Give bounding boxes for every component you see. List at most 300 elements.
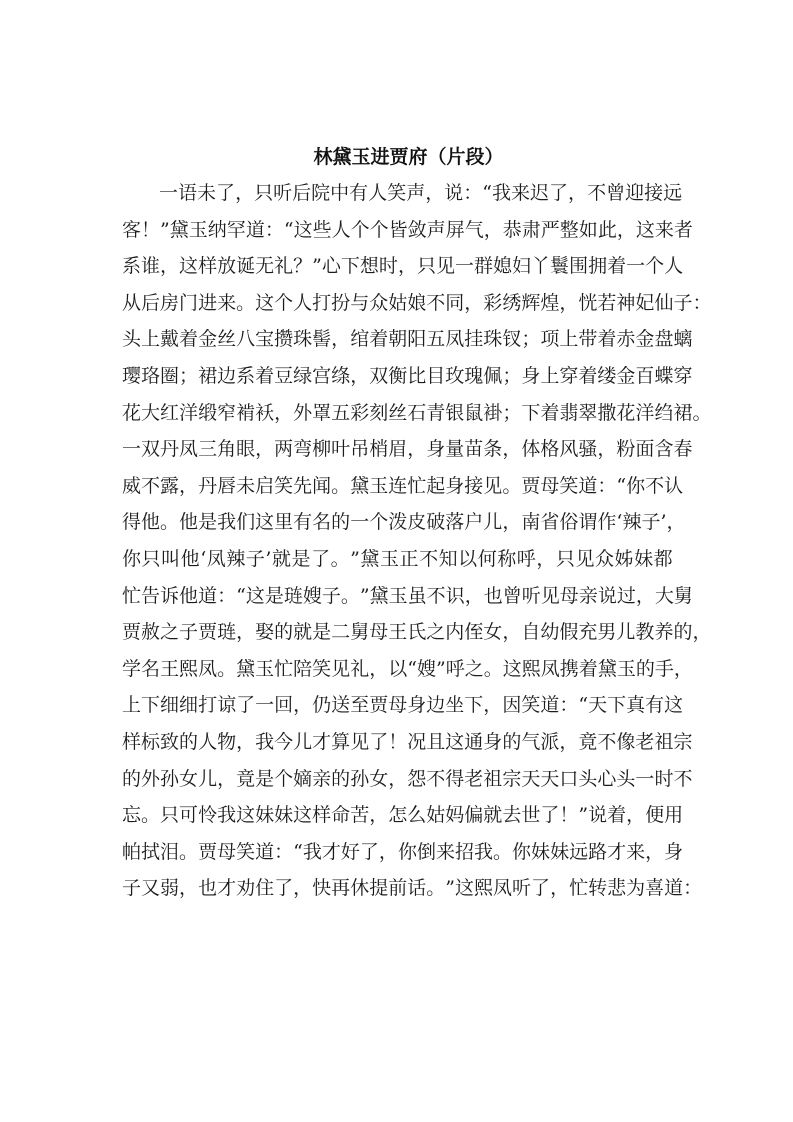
glyph: 道 (540, 694, 560, 717)
glyph: 俗 (559, 511, 579, 534)
glyph: 天 (588, 694, 608, 717)
glyph: 有 (349, 182, 369, 204)
glyph: 的 (331, 767, 351, 790)
glyph: 后 (292, 182, 312, 204)
glyph: 听 (512, 877, 532, 900)
glyph: 青 (426, 401, 446, 424)
glyph: ： (274, 840, 294, 863)
glyph: 招 (454, 840, 474, 863)
paragraph-line (122, 724, 693, 761)
glyph: 这 (255, 511, 275, 534)
glyph: ， (179, 474, 199, 497)
glyph: 亲 (312, 767, 332, 790)
glyph: 皆 (388, 218, 408, 241)
glyph: 媳 (493, 255, 513, 278)
glyph: 煌 (540, 291, 560, 314)
glyph: 一 (454, 255, 474, 278)
glyph: 得 (122, 511, 142, 534)
glyph: 凤 (206, 547, 226, 570)
glyph: 宗 (673, 730, 693, 753)
glyph: 个 (369, 511, 389, 534)
glyph: 姑 (388, 291, 408, 314)
glyph: 道 (664, 877, 684, 900)
glyph: 的 (635, 657, 655, 680)
glyph: ， (559, 730, 579, 753)
glyph: ， (536, 547, 556, 570)
glyph: 这 (502, 657, 522, 680)
glyph: 丝 (388, 401, 408, 424)
glyph: 放 (217, 255, 237, 278)
glyph: 个 (274, 767, 294, 790)
glyph: 风 (559, 438, 579, 461)
glyph: ； (179, 364, 199, 387)
glyph: ： (683, 877, 703, 900)
glyph: 黛 (236, 657, 256, 680)
glyph: 威 (122, 474, 142, 497)
glyph: 。 (179, 840, 199, 863)
glyph: 阳 (407, 328, 427, 351)
glyph: ” (160, 218, 170, 241)
glyph: 起 (426, 474, 446, 497)
glyph: 下 (340, 255, 360, 278)
glyph: 诉 (160, 584, 180, 607)
glyph: 样 (312, 804, 332, 827)
glyph: 三 (198, 438, 218, 461)
glyph: 条 (483, 438, 503, 461)
glyph: 路 (588, 840, 608, 863)
glyph: 倒 (416, 840, 436, 863)
glyph: 银 (445, 401, 465, 424)
glyph: 丫 (531, 255, 551, 278)
glyph: 这 (445, 730, 465, 753)
paragraph-line (122, 358, 693, 395)
glyph: 。 (141, 804, 161, 827)
glyph: 笑 (387, 182, 407, 204)
glyph: 就 (271, 547, 291, 570)
glyph: 说 (444, 182, 464, 204)
glyph: 见 (483, 474, 503, 497)
glyph: ， (502, 511, 522, 534)
glyph: 黛 (169, 218, 189, 241)
glyph: 熙 (521, 657, 541, 680)
glyph: ’ (660, 511, 667, 534)
glyph: 瑰 (464, 364, 484, 387)
glyph: 眼 (236, 438, 256, 461)
glyph: 仍 (312, 694, 332, 717)
glyph: 未 (236, 474, 256, 497)
glyph: 苦 (350, 804, 370, 827)
glyph: 老 (635, 730, 655, 753)
glyph: 妹 (550, 840, 570, 863)
glyph: 母 (217, 840, 237, 863)
glyph: 谅 (217, 694, 237, 717)
glyph: 先 (293, 474, 313, 497)
glyph: 后 (141, 291, 161, 314)
glyph: 女 (369, 767, 389, 790)
glyph: ， (235, 182, 255, 204)
glyph: 迟 (530, 182, 550, 204)
glyph: 母 (540, 474, 560, 497)
glyph: 这 (236, 804, 256, 827)
glyph: “ (407, 657, 417, 680)
glyph: 今 (274, 730, 294, 753)
paragraph-line (122, 321, 693, 358)
glyph: 。 (217, 657, 237, 680)
glyph: 人 (664, 255, 684, 278)
glyph: 他 (179, 511, 199, 534)
glyph: 门 (179, 291, 199, 314)
glyph: 贾 (198, 621, 218, 644)
glyph: 贾 (198, 840, 218, 863)
glyph: 忙 (569, 877, 589, 900)
glyph: 下 (141, 694, 161, 717)
glyph: 休 (350, 877, 370, 900)
glyph: 身 (664, 840, 684, 863)
glyph: “ (616, 474, 627, 497)
glyph: ？ (293, 255, 313, 278)
glyph: ， (626, 804, 646, 827)
glyph: ， (483, 694, 503, 717)
glyph: 帕 (122, 840, 142, 863)
glyph: ； (502, 364, 522, 387)
glyph: 琏 (217, 621, 237, 644)
glyph: 。 (692, 401, 712, 424)
glyph: 的 (331, 511, 351, 534)
glyph: 打 (312, 291, 332, 314)
glyph: 众 (369, 291, 389, 314)
glyph: 不 (673, 767, 693, 790)
glyph: 穿 (559, 364, 579, 387)
glyph: ： (217, 584, 237, 607)
glyph: 只 (416, 255, 436, 278)
glyph: 命 (331, 804, 351, 827)
glyph: 语 (178, 182, 198, 204)
glyph: 凤 (445, 328, 465, 351)
glyph: 这 (635, 218, 655, 241)
glyph: ， (255, 438, 275, 461)
glyph: 自 (521, 621, 541, 644)
glyph: ； (521, 328, 541, 351)
paragraph-line (122, 870, 703, 907)
glyph: ！ (388, 730, 408, 753)
paragraph-line (122, 651, 693, 688)
glyph: 。 (160, 511, 180, 534)
glyph: 拥 (588, 255, 608, 278)
glyph: ， (388, 767, 408, 790)
glyph: “ (482, 182, 492, 204)
glyph: ， (425, 182, 445, 204)
glyph: 。 (493, 840, 513, 863)
glyph: 了 (549, 182, 569, 204)
glyph: 听 (273, 182, 293, 204)
glyph: 子 (122, 877, 142, 900)
glyph: ， (331, 328, 351, 351)
glyph: 见 (350, 730, 370, 753)
glyph: 无 (255, 255, 275, 278)
glyph: 怨 (407, 767, 427, 790)
glyph: 道 (255, 840, 275, 863)
glyph: 个 (645, 255, 665, 278)
glyph: 些 (312, 218, 332, 241)
glyph: 得 (445, 767, 465, 790)
glyph: 。 (426, 877, 446, 900)
glyph: 袄 (255, 401, 275, 424)
glyph: 体 (521, 438, 541, 461)
glyph: 不 (426, 767, 446, 790)
glyph: 娘 (407, 291, 427, 314)
glyph: 凤 (179, 438, 199, 461)
glyph: 目 (426, 364, 446, 387)
glyph: 儿 (198, 767, 218, 790)
glyph: 又 (141, 877, 161, 900)
glyph: ” (578, 804, 589, 827)
glyph: 凤 (540, 657, 560, 680)
glyph: 便 (645, 804, 665, 827)
glyph: 标 (141, 730, 161, 753)
glyph: 孙 (350, 767, 370, 790)
glyph: ， (550, 877, 570, 900)
glyph: 了 (359, 840, 379, 863)
glyph: 围 (569, 255, 589, 278)
glyph: ， (635, 584, 655, 607)
glyph: 才 (217, 877, 237, 900)
glyph: 这 (293, 804, 313, 827)
glyph: ， (179, 877, 199, 900)
glyph: 他 (180, 547, 200, 570)
glyph: ， (666, 511, 686, 534)
glyph: 儿 (616, 621, 636, 644)
glyph: 辉 (521, 291, 541, 314)
glyph: 母 (369, 621, 389, 644)
glyph: 的 (673, 621, 693, 644)
paragraph-line (122, 578, 693, 615)
glyph: 罕 (226, 218, 246, 241)
glyph: 双 (141, 438, 161, 461)
glyph: 陪 (293, 657, 313, 680)
glyph: 缕 (597, 364, 617, 387)
glyph: 话 (407, 877, 427, 900)
glyph: 样 (122, 730, 142, 753)
glyph: 有 (293, 511, 313, 534)
glyph: 下 (521, 401, 541, 424)
glyph: 诞 (236, 255, 256, 278)
glyph: ， (568, 182, 588, 204)
glyph: 气 (464, 218, 484, 241)
glyph: 物 (217, 730, 237, 753)
glyph: 贾 (369, 694, 389, 717)
glyph: 落 (445, 511, 465, 534)
glyph: ， (160, 255, 180, 278)
glyph: 你 (626, 474, 646, 497)
glyph: 怜 (198, 804, 218, 827)
glyph: 宝 (255, 328, 275, 351)
glyph: 。 (483, 657, 503, 680)
glyph: 派 (540, 730, 560, 753)
glyph: 百 (635, 364, 655, 387)
glyph: ‘ (200, 547, 207, 570)
glyph: 边 (426, 694, 446, 717)
glyph: 劝 (236, 877, 256, 900)
glyph: 再 (331, 877, 351, 900)
glyph: 赤 (616, 328, 636, 351)
paragraph-line (122, 797, 684, 834)
glyph: 撒 (597, 401, 617, 424)
glyph: 之 (426, 621, 446, 644)
glyph: 髻 (312, 328, 332, 351)
glyph: 正 (399, 547, 419, 570)
glyph: 房 (160, 291, 180, 314)
glyph: 听 (521, 584, 541, 607)
glyph: 大 (141, 401, 161, 424)
glyph: 下 (607, 694, 627, 717)
glyph: 玉 (388, 584, 408, 607)
glyph: 来 (511, 182, 531, 204)
glyph: 手 (654, 657, 674, 680)
glyph: 只 (254, 182, 274, 204)
glyph: ： (463, 182, 483, 204)
glyph: 才 (607, 840, 627, 863)
glyph: 不 (426, 584, 446, 607)
glyph: 熙 (179, 657, 199, 680)
glyph: 母 (559, 584, 579, 607)
glyph: 来 (217, 291, 237, 314)
glyph: 假 (559, 621, 579, 644)
glyph: 丹 (160, 438, 180, 461)
glyph: 拭 (141, 840, 161, 863)
glyph: 氏 (407, 621, 427, 644)
glyph: 是 (264, 584, 284, 607)
glyph: 娶 (255, 621, 275, 644)
glyph: 了 (540, 804, 560, 827)
glyph: 扮 (331, 291, 351, 314)
glyph: 刻 (369, 401, 389, 424)
glyph: 提 (369, 877, 389, 900)
glyph: 绦 (331, 364, 351, 387)
glyph: 黛 (360, 547, 380, 570)
glyph: 况 (407, 730, 427, 753)
glyph: 南 (521, 511, 541, 534)
glyph: 褂 (483, 401, 503, 424)
glyph: 人 (198, 730, 218, 753)
glyph: 侄 (464, 621, 484, 644)
glyph: 黛 (597, 657, 617, 680)
glyph: ， (236, 621, 256, 644)
glyph: 恭 (502, 218, 522, 241)
glyph: 了 (274, 877, 294, 900)
glyph: 比 (407, 364, 427, 387)
glyph: 梢 (369, 438, 389, 461)
glyph: 着 (255, 364, 275, 387)
glyph: 因 (502, 694, 522, 717)
glyph: 快 (312, 877, 332, 900)
glyph: 身 (445, 474, 465, 497)
glyph: 朝 (388, 328, 408, 351)
glyph: 声 (426, 218, 446, 241)
glyph: 男 (597, 621, 617, 644)
glyph: 玉 (379, 547, 399, 570)
glyph: 迎 (625, 182, 645, 204)
glyph: 金 (635, 328, 655, 351)
glyph: 天 (540, 767, 560, 790)
glyph: 作 (597, 511, 617, 534)
glyph: 贾 (521, 474, 541, 497)
glyph: 幼 (540, 621, 560, 644)
glyph: ， (502, 621, 522, 644)
glyph: 叶 (331, 438, 351, 461)
glyph: 人 (331, 218, 351, 241)
glyph: 笑 (521, 694, 541, 717)
glyph: 的 (502, 730, 522, 753)
glyph: 纳 (207, 218, 227, 241)
glyph: 螭 (673, 328, 693, 351)
glyph: 下 (464, 694, 484, 717)
glyph: 头 (578, 767, 598, 790)
glyph: 圈 (160, 364, 180, 387)
glyph: 戴 (160, 328, 180, 351)
glyph: 前 (388, 877, 408, 900)
glyph: 之 (464, 657, 484, 680)
glyph: 远 (569, 840, 589, 863)
glyph: 一 (159, 182, 179, 204)
glyph: 悲 (607, 877, 627, 900)
glyph: 妃 (635, 291, 655, 314)
glyph: ， (293, 694, 313, 717)
glyph: 这 (245, 584, 265, 607)
glyph: ， (369, 657, 389, 680)
glyph: 们 (236, 511, 256, 534)
glyph: 与 (350, 291, 370, 314)
glyph: 系 (122, 255, 142, 278)
glyph: 唇 (217, 474, 237, 497)
glyph: 都 (653, 547, 673, 570)
glyph: 绣 (502, 291, 522, 314)
glyph: 你 (512, 840, 532, 863)
glyph: 样 (198, 255, 218, 278)
document-body (122, 175, 712, 907)
glyph: 妹 (531, 840, 551, 863)
glyph: 带 (578, 328, 598, 351)
glyph: 着 (369, 328, 389, 351)
glyph: 至 (350, 694, 370, 717)
glyph: 罩 (312, 401, 332, 424)
glyph: 养 (654, 621, 674, 644)
glyph: 算 (331, 730, 351, 753)
glyph: 才 (312, 730, 332, 753)
glyph: 通 (464, 730, 484, 753)
glyph: ， (378, 840, 398, 863)
glyph: 项 (540, 328, 560, 351)
glyph: 礼 (350, 657, 370, 680)
paragraph-line (122, 212, 693, 249)
glyph: 声 (406, 182, 426, 204)
glyph: 不 (587, 182, 607, 204)
glyph: 是 (291, 547, 311, 570)
glyph: ， (597, 438, 617, 461)
glyph: 道 (245, 218, 265, 241)
glyph: 系 (236, 364, 256, 387)
glyph: 了 (311, 547, 331, 570)
glyph: 世 (521, 804, 541, 827)
glyph: 笑 (312, 657, 332, 680)
glyph: 敛 (407, 218, 427, 241)
glyph: 内 (445, 621, 465, 644)
glyph: 贾 (122, 621, 142, 644)
glyph: 柳 (312, 438, 332, 461)
glyph: 吊 (350, 438, 370, 461)
glyph: 只 (141, 547, 161, 570)
glyph: ： (559, 694, 579, 717)
glyph: 着 (179, 328, 199, 351)
